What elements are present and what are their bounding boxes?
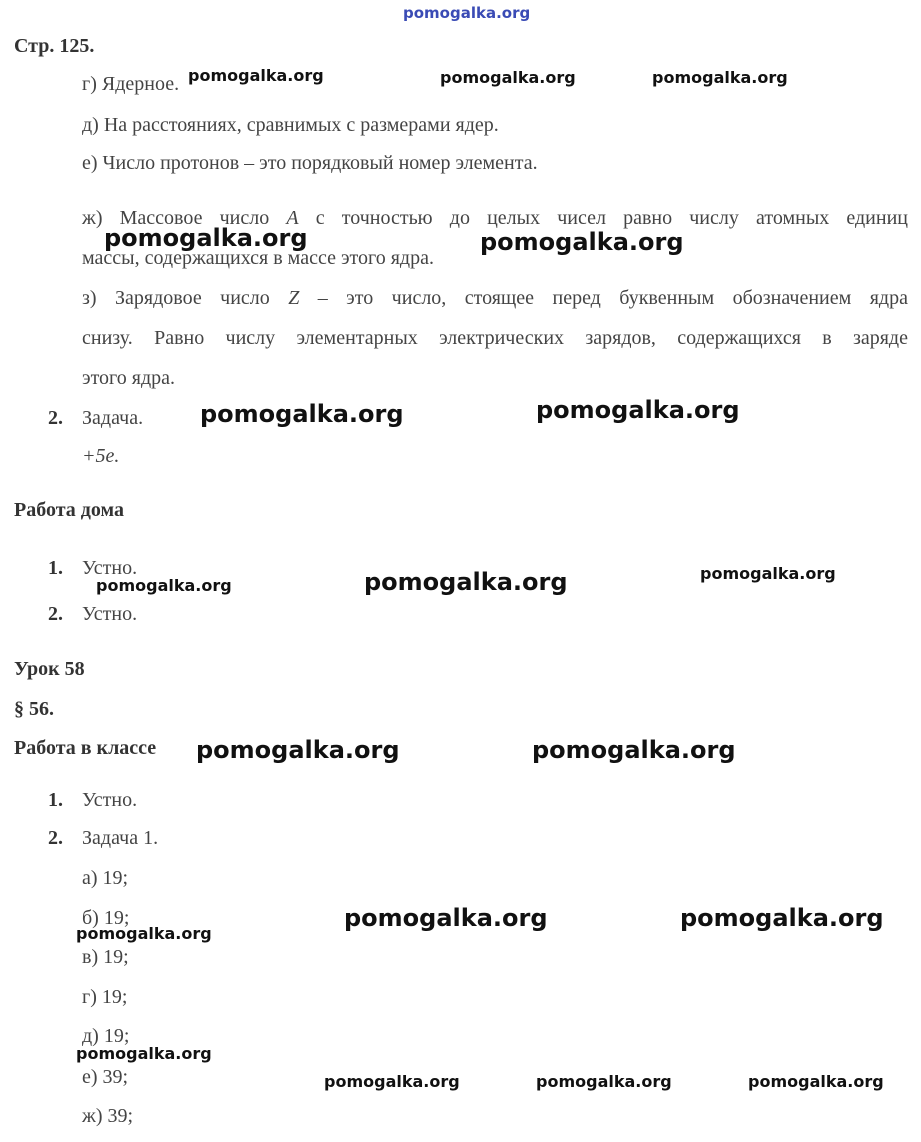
answer-g: г) Ядерное. xyxy=(82,73,180,95)
watermark: pomogalka.org xyxy=(104,224,308,252)
task-label: Задача. xyxy=(82,407,144,429)
answer-v: в) 19; xyxy=(82,946,129,968)
watermark: pomogalka.org xyxy=(748,1072,884,1091)
class-item-2-text: Задача 1. xyxy=(82,827,159,849)
class-item-1-number: 1. xyxy=(48,789,63,811)
watermark: pomogalka.org xyxy=(536,396,740,424)
watermark: pomogalka.org xyxy=(364,568,568,596)
answer-b: б) 19; xyxy=(82,907,130,929)
watermark: pomogalka.org xyxy=(440,68,576,87)
lesson-title: Урок 58 xyxy=(14,658,85,680)
watermark: pomogalka.org xyxy=(76,924,212,943)
answer-g2: г) 19; xyxy=(82,986,128,1008)
class-item-1-text: Устно. xyxy=(82,789,138,811)
watermark: pomogalka.org xyxy=(536,1072,672,1091)
watermark: pomogalka.org xyxy=(188,66,324,85)
page-reference: Стр. 125. xyxy=(14,35,95,57)
homework-item-1-text: Устно. xyxy=(82,557,138,579)
answer-zh-line2: массы, содержащихся в массе этого ядра. xyxy=(82,247,434,269)
answer-d: д) На расстояниях, сравнимых с размерами ядер. xyxy=(82,114,499,136)
answer-e: е) Число протонов – это порядковый номер элемента. xyxy=(82,152,538,174)
watermark: pomogalka.org xyxy=(652,68,788,87)
site-link[interactable]: pomogalka.org xyxy=(403,4,531,22)
answer-e2: е) 39; xyxy=(82,1066,129,1088)
watermark: pomogalka.org xyxy=(96,576,232,595)
watermark: pomogalka.org xyxy=(532,736,736,764)
answer-d2: д) 19; xyxy=(82,1025,130,1047)
watermark: pomogalka.org xyxy=(196,736,400,764)
watermark: pomogalka.org xyxy=(480,228,684,256)
answer-zh2: ж) 39; xyxy=(82,1105,134,1127)
watermark: pomogalka.org xyxy=(700,564,836,583)
homework-item-2-text: Устно. xyxy=(82,603,138,625)
homework-item-1-number: 1. xyxy=(48,557,63,579)
task-number: 2. xyxy=(48,407,63,429)
homework-heading: Работа дома xyxy=(14,499,124,521)
task-answer: +5e. xyxy=(82,445,120,467)
answer-z-line2: снизу. Равно числу элементарных электрических зарядов, содержащихся в заряде xyxy=(82,327,908,349)
answer-z-line1: з) Зарядовое число Z – это число, стоящее перед буквенным обозначением ядра xyxy=(82,287,908,309)
watermark: pomogalka.org xyxy=(324,1072,460,1091)
class-item-2-number: 2. xyxy=(48,827,63,849)
watermark: pomogalka.org xyxy=(344,904,548,932)
paragraph-number: § 56. xyxy=(14,698,54,720)
answer-a: а) 19; xyxy=(82,867,129,889)
answer-z-line3: этого ядра. xyxy=(82,367,176,389)
watermark: pomogalka.org xyxy=(200,400,404,428)
watermark: pomogalka.org xyxy=(680,904,884,932)
class-work-heading: Работа в классе xyxy=(14,737,157,759)
watermark: pomogalka.org xyxy=(76,1044,212,1063)
homework-item-2-number: 2. xyxy=(48,603,63,625)
answer-zh-line1: ж) Массовое число A с точностью до целых чисел равно числу атомных единиц xyxy=(82,207,908,229)
